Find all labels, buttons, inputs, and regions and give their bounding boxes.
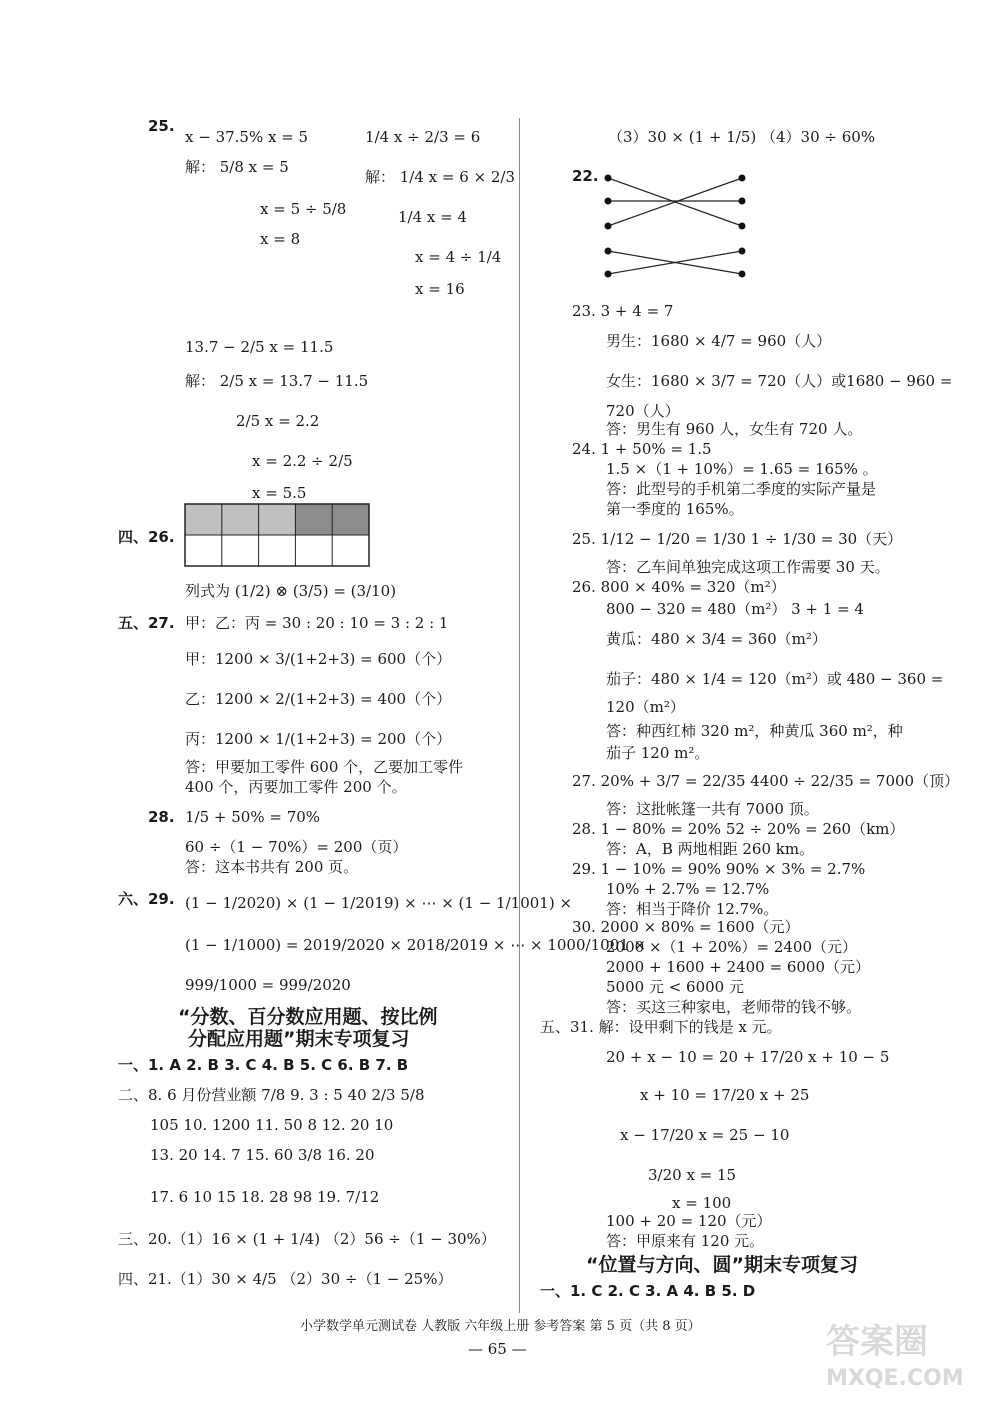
column-divider — [519, 118, 520, 1313]
left-ans2-line3: 13. 20 14. 7 15. 60 3/8 16. 20 — [150, 1146, 375, 1164]
right-q26-1: 26. 800 × 40% = 320（m²） — [572, 578, 786, 596]
right-dot-3 — [739, 223, 746, 230]
left-s5-line4: 丙：1200 × 1/(1+2+3) = 200（个） — [185, 730, 452, 748]
right-top: （3）30 × (1 + 1/5) （4）30 ÷ 60% — [608, 128, 876, 146]
page-number: — 65 — — [468, 1340, 527, 1358]
left-s4-formula: 列式为 (1/2) ⊗ (3/5) = (3/10) — [185, 582, 397, 600]
right-q26-3: 黄瓜：480 × 3/4 = 360（m²） — [606, 630, 827, 648]
left-s6-line2: (1 − 1/1000) = 2019/2020 × 2018/2019 × ⋯ × 1000/1001 × — [185, 936, 647, 954]
right-q31-4: x − 17/20 x = 25 − 10 — [620, 1126, 790, 1144]
right-q30-1: 30. 2000 × 80% = 1600（元） — [572, 918, 800, 936]
grid-cell-light-2 — [222, 504, 259, 535]
left-dot-4 — [605, 248, 612, 255]
left-s5-label: 五、27. — [118, 614, 175, 632]
right-q25-2: 答：乙车间单独完成这项工作需要 30 天。 — [606, 558, 890, 576]
section-title-2: 分配应用题”期末专项复习 — [188, 1028, 410, 1050]
right-q31-1: 五、31. 解：设甲剩下的钱是 x 元。 — [540, 1018, 782, 1036]
left-s4-label: 四、26. — [118, 528, 175, 546]
section-title-1: “分数、百分数应用题、按比例 — [178, 1006, 438, 1028]
left-q25-sol1-a: 解： 5/8 x = 5 — [185, 158, 289, 176]
right-q29-3: 答：相当于降价 12.7%。 — [606, 900, 779, 918]
left-ans2-line2: 105 10. 1200 11. 50 8 12. 20 10 — [150, 1116, 394, 1134]
right-ans: 一、1. C 2. C 3. A 4. B 5. D — [540, 1282, 756, 1300]
left-q25-sol1-b: x = 5 ÷ 5/8 — [260, 200, 347, 218]
left-s5-line5: 答：甲要加工零件 600 个，乙要加工零件 — [185, 758, 464, 776]
right-q23-5: 答：男生有 960 人，女生有 720 人。 — [606, 420, 863, 438]
left-q25-sol3-c: x = 2.2 ÷ 2/5 — [252, 452, 353, 470]
right-q26-6: 答：种西红柿 320 m²，种黄瓜 360 m²，种 — [606, 722, 903, 740]
section-title-3: “位置与方向、圆”期末专项复习 — [586, 1254, 858, 1276]
left-s6-label: 六、29. — [118, 890, 175, 908]
right-q30-3: 2000 + 1600 + 2400 = 6000（元） — [606, 958, 871, 976]
left-q25-num: 25. — [148, 117, 175, 135]
right-q26-2: 800 − 320 = 480（m²） 3 + 1 = 4 — [606, 600, 864, 618]
right-q26-5: 120（m²） — [606, 698, 685, 716]
left-q25-sol3-b: 2/5 x = 2.2 — [236, 412, 320, 430]
right-dot-1 — [739, 175, 746, 182]
left-q28-num: 28. — [148, 808, 175, 826]
left-ans2-line4: 17. 6 10 15 18. 28 98 19. 7/12 — [150, 1188, 380, 1206]
right-q30-5: 答：买这三种家电，老师带的钱不够。 — [606, 998, 862, 1016]
grid-cell-light-3 — [259, 504, 296, 535]
left-ans1: 一、1. A 2. B 3. C 4. B 5. C 6. B 7. B — [118, 1056, 409, 1074]
left-dot-3 — [605, 223, 612, 230]
right-q22-num: 22. — [572, 167, 599, 185]
left-dot-5 — [605, 271, 612, 278]
grid-cell-dark-1 — [295, 504, 332, 535]
right-q26-7: 茄子 120 m²。 — [606, 744, 710, 762]
left-s5-line3: 乙：1200 × 2/(1+2+3) = 400（个） — [185, 690, 452, 708]
right-dot-4 — [739, 248, 746, 255]
right-q30-2: 2000 ×（1 + 20%）= 2400（元） — [606, 938, 858, 956]
right-q31-6: x = 100 — [672, 1194, 732, 1212]
right-q31-7: 100 + 20 = 120（元） — [606, 1212, 772, 1230]
watermark-logo: 答案圈 — [826, 1322, 928, 1362]
right-q24-2: 1.5 ×（1 + 10%）= 1.65 = 165% 。 — [606, 460, 878, 478]
right-q31-5: 3/20 x = 15 — [648, 1166, 737, 1184]
left-q25-eq1: x − 37.5% x = 5 — [185, 128, 309, 146]
fraction-grid — [184, 503, 370, 567]
left-s5-line2: 甲：1200 × 3/(1+2+3) = 600（个） — [185, 650, 452, 668]
right-dot-2 — [739, 198, 746, 205]
right-q31-3: x + 10 = 17/20 x + 25 — [640, 1086, 810, 1104]
right-q31-2: 20 + x − 10 = 20 + 17/20 x + 10 − 5 — [606, 1048, 890, 1066]
right-q23-4: 720（人） — [606, 402, 680, 420]
right-q29-2: 10% + 2.7% = 12.7% — [606, 880, 770, 898]
left-ans4: 四、21.（1）30 × 4/5 （2）30 ÷（1 − 25%） — [118, 1270, 453, 1288]
right-q27-2: 答：这批帐篷一共有 7000 顶。 — [606, 800, 819, 818]
grid-cell-dark-2 — [332, 504, 369, 535]
left-q28-line3: 答：这本书共有 200 页。 — [185, 858, 359, 876]
left-q28-line1: 1/5 + 50% = 70% — [185, 808, 321, 826]
right-q28-2: 答：A，B 两地相距 260 km。 — [606, 840, 815, 858]
left-q25-sol2-d: x = 16 — [415, 280, 465, 298]
left-dot-1 — [605, 175, 612, 182]
right-q23-2: 男生：1680 × 4/7 = 960（人） — [606, 332, 832, 350]
right-dot-5 — [739, 271, 746, 278]
left-q25-sol2-a: 解： 1/4 x = 6 × 2/3 — [365, 168, 516, 186]
left-ans3: 三、20.（1）16 × (1 + 1/4) （2）56 ÷（1 − 30%） — [118, 1230, 496, 1248]
matching-diagram — [600, 170, 750, 282]
right-q30-4: 5000 元 < 6000 元 — [606, 978, 744, 996]
right-q24-1: 24. 1 + 50% = 1.5 — [572, 440, 712, 458]
left-q25-sol1-c: x = 8 — [260, 230, 301, 248]
right-q29-1: 29. 1 − 10% = 90% 90% × 3% = 2.7% — [572, 860, 866, 878]
right-q26-4: 茄子：480 × 1/4 = 120（m²）或 480 − 360 = — [606, 670, 944, 688]
left-s6-line1: (1 − 1/2020) × (1 − 1/2019) × ⋯ × (1 − 1/1001) × — [185, 894, 573, 912]
right-q25-1: 25. 1/12 − 1/20 = 1/30 1 ÷ 1/30 = 30（天） — [572, 530, 903, 548]
left-q25-sol2-c: x = 4 ÷ 1/4 — [415, 248, 502, 266]
left-s6-line3: 999/1000 = 999/2020 — [185, 976, 351, 994]
right-q23-3: 女生：1680 × 3/7 = 720（人）或1680 − 960 = — [606, 372, 953, 390]
left-q25-sol3-d: x = 5.5 — [252, 484, 307, 502]
footer-line: 小学数学单元测试卷 人教版 六年级上册 参考答案 第 5 页（共 8 页） — [300, 1319, 701, 1334]
right-q27-1: 27. 20% + 3/7 = 22/35 4400 ÷ 22/35 = 7000（顶） — [572, 772, 960, 790]
grid-cell-light-1 — [185, 504, 222, 535]
right-q24-4: 第一季度的 165%。 — [606, 500, 744, 518]
left-q28-line2: 60 ÷（1 − 70%）= 200（页） — [185, 838, 408, 856]
left-q25-sol3-a: 解： 2/5 x = 13.7 − 11.5 — [185, 372, 369, 390]
right-q31-8: 答：甲原来有 120 元。 — [606, 1232, 765, 1250]
left-ans2-line1: 二、8. 6 月份营业额 7/8 9. 3 : 5 40 2/3 5/8 — [118, 1086, 425, 1104]
left-q25-sol2-b: 1/4 x = 4 — [398, 208, 468, 226]
left-q25-eq3: 13.7 − 2/5 x = 11.5 — [185, 338, 334, 356]
right-q28-1: 28. 1 − 80% = 20% 52 ÷ 20% = 260（km） — [572, 820, 905, 838]
left-s5-line1: 甲：乙：丙 = 30 : 20 : 10 = 3 : 2 : 1 — [185, 614, 449, 632]
right-q23-1: 23. 3 + 4 = 7 — [572, 302, 674, 320]
left-q25-eq2: 1/4 x ÷ 2/3 = 6 — [365, 128, 481, 146]
left-dot-2 — [605, 198, 612, 205]
right-q24-3: 答：此型号的手机第二季度的实际产量是 — [606, 480, 877, 498]
watermark-url: MXQE.COM — [826, 1366, 964, 1391]
left-s5-line6: 400 个，丙要加工零件 200 个。 — [185, 778, 407, 796]
